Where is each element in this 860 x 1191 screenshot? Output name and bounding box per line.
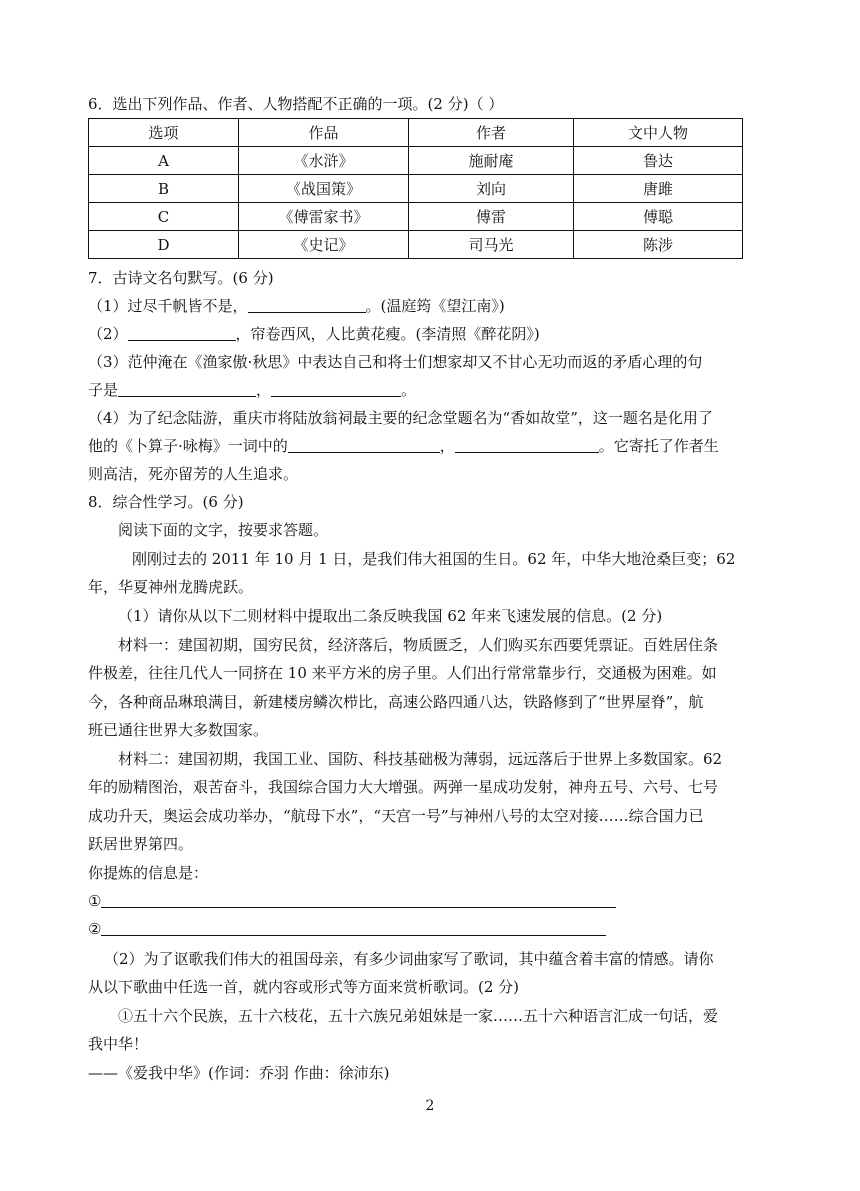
q7-item3-blank-2[interactable] — [271, 380, 401, 397]
q7-item3-line2 — [88, 380, 416, 400]
song1-credit: ——《爱我中华》(作词：乔羽 作曲：徐沛东) — [88, 1064, 390, 1082]
q8-stem: 8．综合性学习。(6 分) — [88, 493, 244, 511]
table-row — [89, 203, 743, 231]
q7-item4-line3: 则高洁，死亦留芳的人生追求。 — [88, 465, 299, 483]
q7-item3-separator: ， — [256, 381, 272, 399]
q7-item4-suffix: 。它寄托了作者生 — [598, 437, 719, 455]
answer2-blank[interactable] — [101, 919, 606, 936]
table-cell: C — [89, 203, 239, 231]
q7-item3-line1: （3）范仲淹在《渔家傲·秋思》中表达自己和将士们想家却又不甘心无功而返的矛盾心理的句 — [88, 353, 703, 371]
q7-item1-prefix: （1）过尽千帆皆不是， — [88, 297, 248, 315]
answer-line-1 — [88, 891, 616, 911]
q8-intro-line2: 年，华夏神州龙腾虎跃。 — [88, 578, 254, 596]
table-cell: 《史记》 — [239, 231, 409, 259]
q8-intro-line1: 刚刚过去的 2011 年 10 月 1 日，是我们伟大祖国的生日。62 年，中华大地沧桑巨变；62 — [132, 550, 736, 568]
table-cell: 唐雎 — [574, 175, 743, 203]
table-cell: 傅雷 — [409, 203, 574, 231]
table-cell: 《傅雷家书》 — [239, 203, 409, 231]
table-cell: A — [89, 147, 239, 175]
table-cell: 司马光 — [409, 231, 574, 259]
material1-line4: 班已通往世界大多数国家。 — [88, 721, 269, 739]
q8-sub1: （1）请你从以下二则材料中提取出二条反映我国 62 年来飞速发展的信息。(2 分) — [118, 607, 663, 625]
material1-line1: 材料一：建国初期，国穷民贫，经济落后，物质匮乏，人们购买东西要凭票证。百姓居住条 — [118, 636, 719, 654]
q7-item3-suffix: 。 — [401, 381, 417, 399]
header-cell: 作品 — [239, 119, 409, 147]
q7-item1 — [88, 296, 505, 316]
table-cell: D — [89, 231, 239, 259]
table-row — [89, 175, 743, 203]
material2-line3: 成功升天，奥运会成功举办，“航母下水”，“天宫一号”与神州八号的太空对接……综合国力已 — [88, 807, 704, 825]
table-cell: 《战国策》 — [239, 175, 409, 203]
q7-item2-prefix: （2） — [88, 325, 128, 343]
header-cell: 作者 — [409, 119, 574, 147]
q7-item3-prefix: 子是 — [88, 381, 119, 399]
answer1-marker: ① — [88, 892, 102, 910]
q7-item4-line2 — [88, 436, 719, 456]
q7-stem: 7．古诗文名句默写。(6 分) — [88, 269, 274, 287]
answer-line-2 — [88, 919, 606, 939]
header-cell: 文中人物 — [574, 119, 743, 147]
q7-item4-blank-2[interactable] — [455, 436, 599, 453]
q7-item2-blank[interactable] — [128, 324, 236, 341]
q8-sub2-line2: 从以下歌曲中任选一首，就内容或形式等方面来赏析歌词。(2 分) — [88, 978, 520, 996]
table-row — [89, 231, 743, 259]
material2-line2: 年的励精图治，艰苦奋斗，我国综合国力大大增强。两弹一星成功发射，神舟五号、六号、七号 — [88, 778, 719, 796]
table-cell: 《水浒》 — [239, 147, 409, 175]
q7-item1-blank[interactable] — [248, 296, 366, 313]
table-cell: 施耐庵 — [409, 147, 574, 175]
table-header-row — [89, 119, 743, 147]
q7-item3-blank-1[interactable] — [118, 380, 256, 397]
q7-item4-separator: ， — [439, 437, 455, 455]
song1-line2: 我中华！ — [88, 1035, 149, 1053]
header-cell: 选项 — [89, 119, 239, 147]
material1-line2: 件极差，往往几代人一同挤在 10 来平方米的房子里。人们出行常常靠步行，交通极为困难。如 — [88, 664, 717, 682]
q8-instruction: 阅读下面的文字，按要求答题。 — [118, 521, 329, 539]
page-number: 2 — [425, 1098, 435, 1114]
table-cell: 刘向 — [409, 175, 574, 203]
q7-item4-blank-1[interactable] — [288, 436, 440, 453]
q7-item2 — [88, 324, 540, 344]
material2-line4: 跃居世界第四。 — [88, 835, 194, 853]
q7-item2-suffix: ，帘卷西风，人比黄花瘦。(李清照《醉花阴》) — [235, 325, 540, 343]
table-row — [89, 147, 743, 175]
material1-line3: 今，各种商品琳琅满目，新建楼房鳞次栉比，高速公路四通八达，铁路修到了“世界屋脊”，航 — [88, 693, 704, 711]
table-cell: 鲁达 — [574, 147, 743, 175]
q8-sub2-line1: （2）为了讴歌我们伟大的祖国母亲，有多少词曲家写了歌词，其中蕴含着丰富的情感。请你 — [104, 950, 714, 968]
material2-line1: 材料二：建国初期，我国工业、国防、科技基础极为薄弱，远远落后于世界上多数国家。62 — [118, 750, 723, 768]
table-cell: 陈涉 — [574, 231, 743, 259]
answer2-marker: ② — [88, 920, 102, 938]
q6-stem: 6．选出下列作品、作者、人物搭配不正确的一项。(2 分)（ ） — [88, 95, 504, 113]
q7-item4-prefix: 他的《卜算子·咏梅》一词中的 — [88, 437, 288, 455]
table-cell: B — [89, 175, 239, 203]
q7-item4-line1: （4）为了纪念陆游，重庆市将陆放翁祠最主要的纪念堂题名为“香如故堂”，这一题名是化用了 — [88, 409, 713, 427]
answer-prompt: 你提炼的信息是： — [88, 864, 209, 882]
answer1-blank[interactable] — [101, 891, 616, 908]
song1-line1: ①五十六个民族，五十六枝花，五十六族兄弟姐妹是一家……五十六种语言汇成一句话，爱 — [118, 1007, 719, 1025]
q6-options-table — [88, 118, 743, 259]
table-cell: 傅聪 — [574, 203, 743, 231]
q7-item1-suffix: 。(温庭筠《望江南》) — [365, 297, 505, 315]
